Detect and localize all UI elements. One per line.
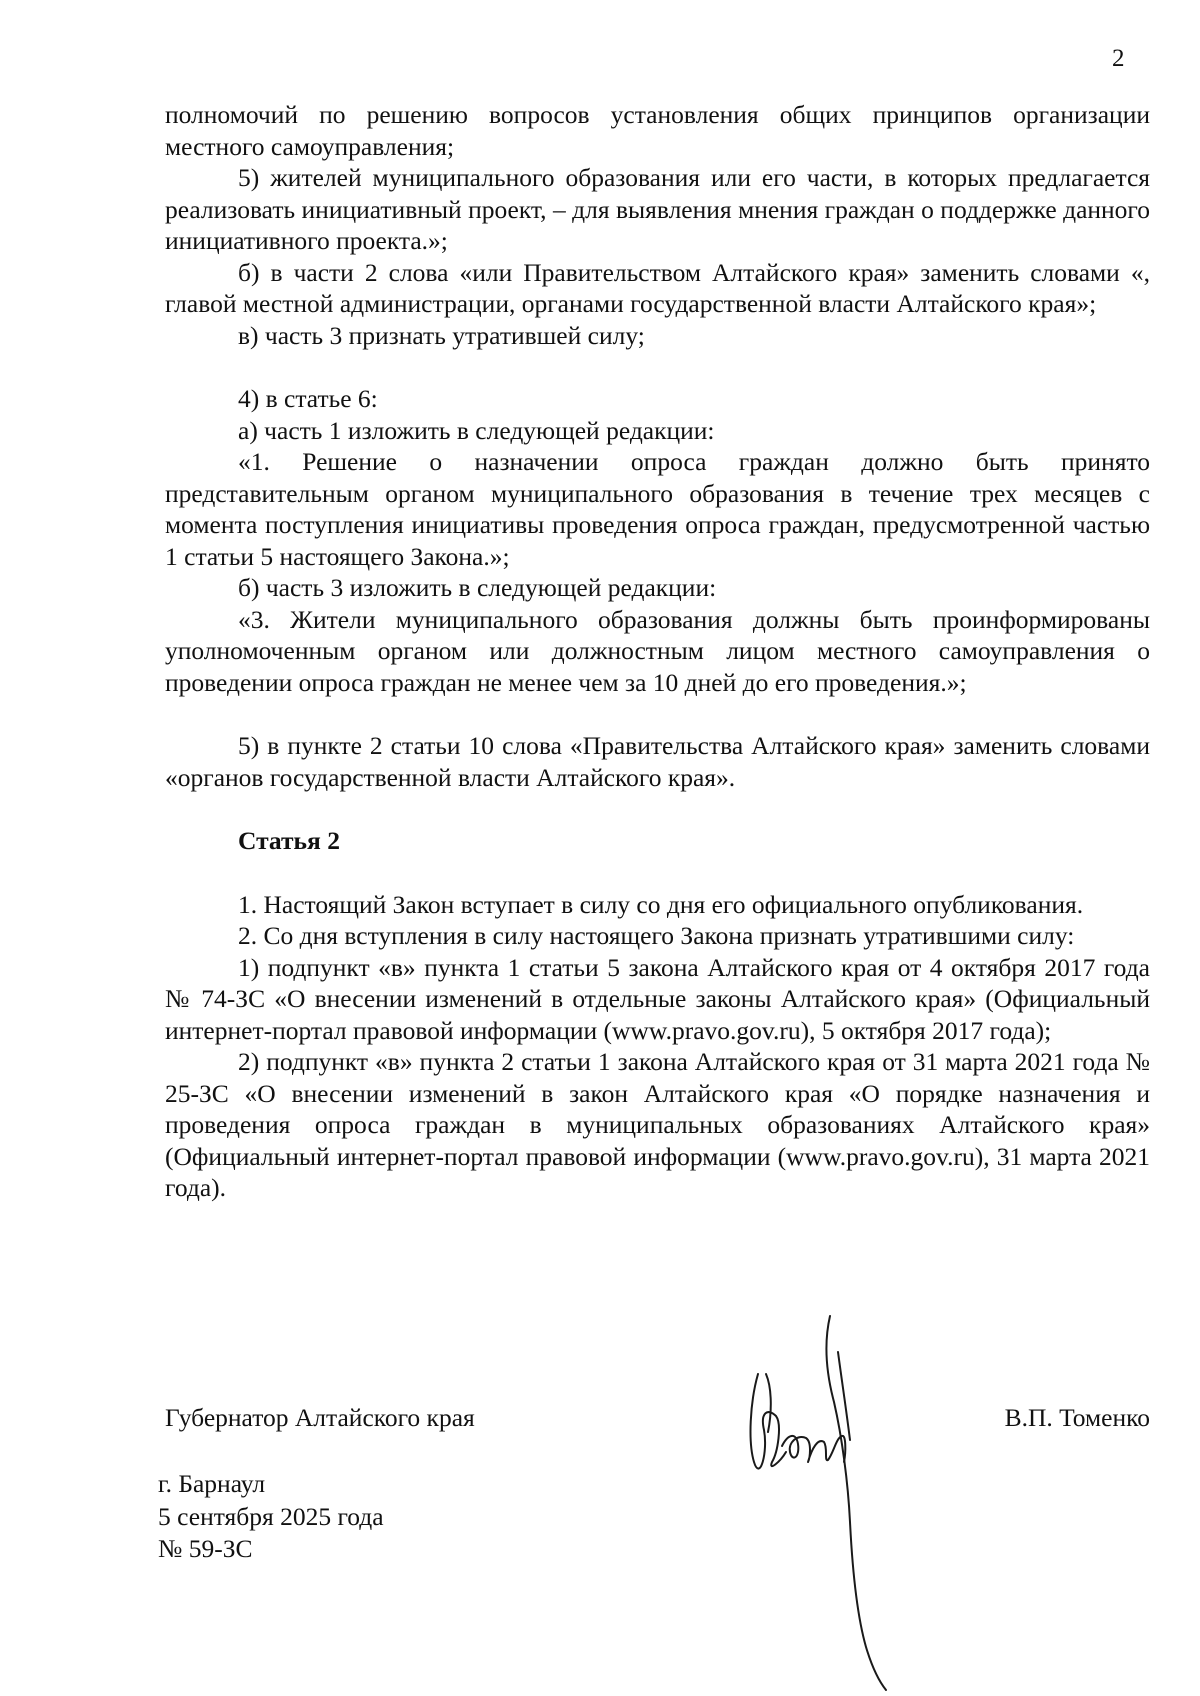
spacer: [165, 857, 1150, 889]
article-heading: Статья 2: [238, 826, 340, 855]
paragraph: б) в части 2 слова «или Правительством Алтайского края» заменить словами «, главой местной администрации, органами государственной власти Алтайского края»;: [165, 257, 1150, 318]
signer-title: Губернатор Алтайского края: [165, 1403, 475, 1432]
paragraph: 2) подпункт «в» пункта 2 статьи 1 закона Алтайского края от 31 марта 2021 года № 25-ЗС «О внесении изменений в закон Алтайского края «О порядке назначения и проведения опроса граждан в муниципальных образованиях Алтайского края» (Официальный интернет-портал правовой информации (www.pravo.gov.ru), 31 марта 2021 года).: [165, 1047, 1150, 1202]
signature-block: [165, 1402, 1150, 1462]
paragraph: 5) жителей муниципального образования или его части, в которых предлагается реализовать инициативный проект, – для выявления мнения граждан о поддержке данного инициативного проекта.»;: [165, 163, 1150, 255]
paragraph: б) часть 3 изложить в следующей редакции:: [238, 573, 717, 602]
document-footer: [158, 1468, 384, 1566]
paragraph: а) часть 1 изложить в следующей редакции:: [238, 415, 715, 445]
city: г. Барнаул: [158, 1469, 266, 1498]
paragraph: 2. Со дня вступления в силу настоящего Закона признать утратившими силу:: [238, 921, 1075, 950]
paragraph: 5) в пункте 2 статьи 10 слова «Правительства Алтайского края» заменить словами «органов государственной власти Алтайского края».: [165, 731, 1150, 792]
handwritten-signature: [738, 1312, 938, 1692]
law-number: № 59-ЗС: [158, 1534, 253, 1563]
spacer: [165, 698, 1150, 730]
page-number: 2: [1112, 45, 1125, 72]
paragraph: полномочий по решению вопросов установления общих принципов организации местного самоуправления;: [165, 100, 1150, 161]
paragraph: 1) подпункт «в» пункта 1 статьи 5 закона Алтайского края от 4 октября 2017 года № 74-ЗС «О внесении изменений в отдельные законы Алтайского края» (Официальный интернет-портал правовой информации (www.pravo.gov.ru), 5 октября 2017 года);: [165, 952, 1150, 1045]
date: 5 сентября 2025 года: [158, 1501, 384, 1531]
document-body: [165, 99, 1150, 1204]
signer-name: В.П. Томенко: [1004, 1403, 1150, 1432]
paragraph: 1. Настоящий Закон вступает в силу со дня его официального опубликования.: [238, 889, 1084, 919]
paragraph: «1. Решение о назначении опроса граждан должно быть принято представительным органом муниципального образования в течение трех месяцев с момента поступления инициативы проведения опроса граждан, предусмотренной частью 1 статьи 5 настоящего Закона.»;: [165, 447, 1150, 571]
paragraph: 4) в статье 6:: [238, 384, 378, 413]
spacer: [165, 793, 1150, 825]
paragraph: «3. Жители муниципального образования должны быть проинформированы уполномоченным органом или должностным лицом местного самоуправления о проведении опроса граждан не менее чем за 10 дней до его проведения.»;: [165, 604, 1150, 697]
spacer: [165, 351, 1150, 383]
paragraph: в) часть 3 признать утратившей силу;: [238, 320, 645, 350]
